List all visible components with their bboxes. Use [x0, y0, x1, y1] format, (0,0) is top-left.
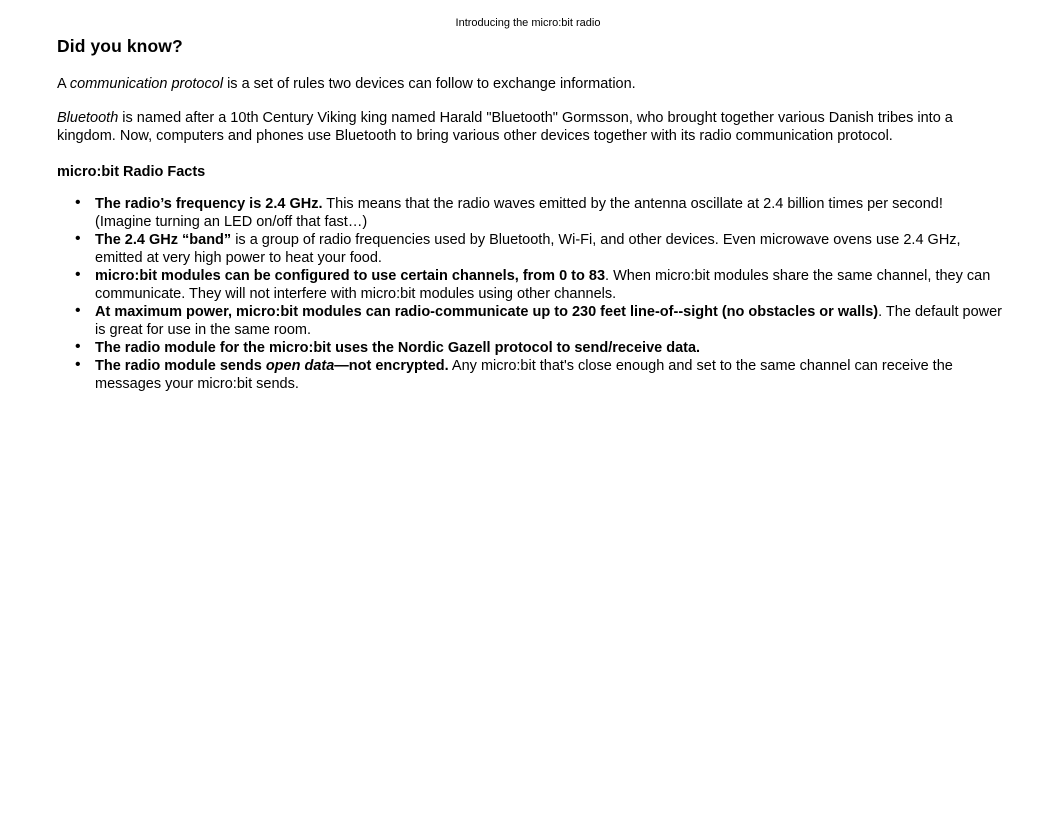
radio-facts-list: [57, 195, 1002, 393]
paragraph-bluetooth: Bluetooth is named after a 10th Century Viking king named Harald "Bluetooth" Gormsson, who brought together various Danish tribes into a kingdom. Now, computers and phones use Bluetooth to bring various other devices together with its radio communication protocol.: [57, 110, 953, 144]
list-item: • The radio’s frequency is 2.4 GHz. This means that the radio waves emitted by the antenna oscillate at 2.4 billion times per second! (Imagine turning an LED on/off that fast…): [95, 195, 1002, 231]
list-item: • The radio module for the micro:bit uses the Nordic Gazell protocol to send/receive data.: [95, 339, 1002, 357]
page-title: Did you know?: [57, 36, 183, 56]
list-item: • micro:bit modules can be configured to use certain channels, from 0 to 83. When micro:bit modules share the same channel, they can communicate. They will not interfere with micro:bit modules using other channels.: [95, 267, 1002, 303]
list-item: • The 2.4 GHz “band” is a group of radio frequencies used by Bluetooth, Wi-Fi, and other devices. Even microwave ovens use 2.4 GHz, emitted at very high power to heat your food.: [95, 231, 1002, 267]
subsection-title: micro:bit Radio Facts: [57, 164, 206, 180]
paragraph-protocol: A communication protocol is a set of rules two devices can follow to exchange information.: [57, 76, 636, 92]
page-header-title: Introducing the micro:bit radio: [455, 17, 601, 29]
list-item: • The radio module sends open data—not encrypted. Any micro:bit that's close enough and set to the same channel can receive the messages your micro:bit sends.: [95, 357, 1002, 393]
list-item: • At maximum power, micro:bit modules can radio-communicate up to 230 feet line-of--sight (no obstacles or walls). The default power is great for use in the same room.: [95, 303, 1002, 339]
document-body: [57, 36, 1002, 393]
